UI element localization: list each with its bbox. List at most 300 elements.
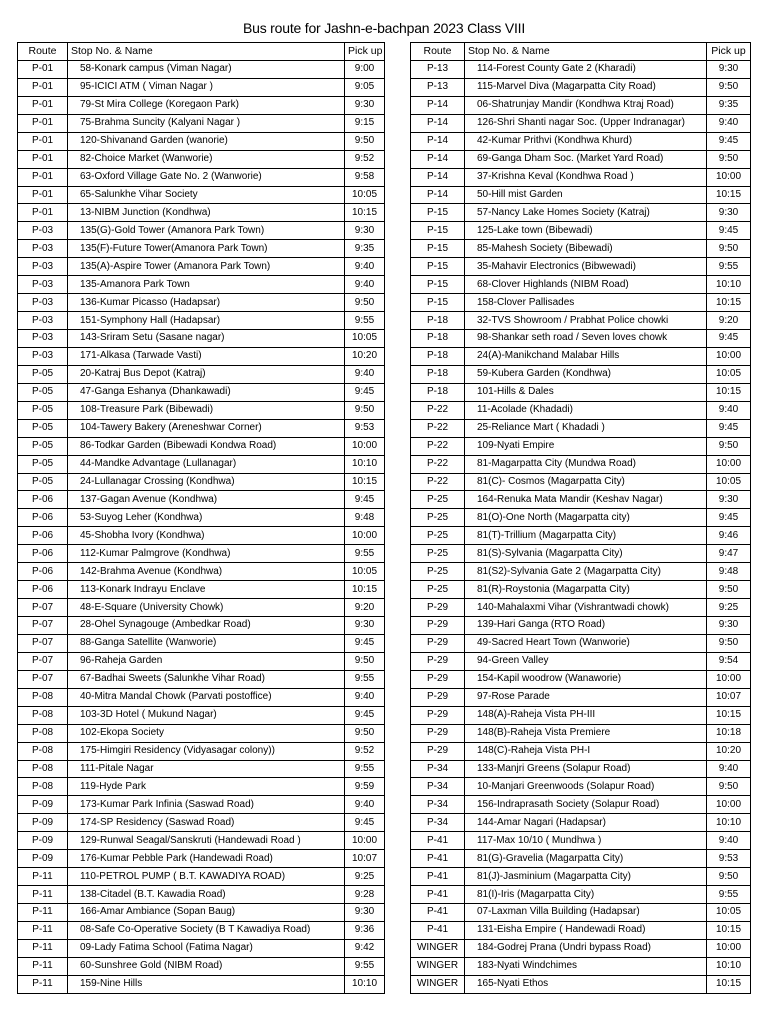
pickup-time-cell: 9:20 — [345, 599, 385, 617]
route-cell: P-11 — [18, 904, 68, 922]
route-cell: P-03 — [18, 330, 68, 348]
route-cell: P-25 — [411, 527, 465, 545]
stop-name-cell: 112-Kumar Palmgrove (Kondhwa) — [68, 545, 345, 563]
table-header-row — [18, 43, 385, 61]
pickup-time-cell: 9:50 — [707, 634, 751, 652]
pickup-time-cell: 10:07 — [707, 688, 751, 706]
stop-name-cell: 104-Tawery Bakery (Areneshwar Corner) — [68, 419, 345, 437]
table-row — [18, 168, 385, 186]
pickup-time-cell: 9:50 — [707, 868, 751, 886]
pickup-time-cell: 9:25 — [345, 868, 385, 886]
route-cell: P-01 — [18, 132, 68, 150]
table-row — [18, 509, 385, 527]
route-cell: P-11 — [18, 868, 68, 886]
stop-name-cell: 108-Treasure Park (Bibewadi) — [68, 401, 345, 419]
route-cell: WINGER — [411, 939, 465, 957]
pickup-time-cell: 9:52 — [345, 742, 385, 760]
pickup-time-cell: 9:48 — [707, 563, 751, 581]
route-cell: P-11 — [18, 939, 68, 957]
table-row — [411, 796, 751, 814]
stop-name-cell: 81(S)-Sylvania (Magarpatta City) — [465, 545, 707, 563]
table-row — [18, 706, 385, 724]
table-row — [411, 599, 751, 617]
stop-name-cell: 60-Sunshree Gold (NIBM Road) — [68, 957, 345, 975]
pickup-time-cell: 9:00 — [345, 60, 385, 78]
pickup-time-cell: 10:18 — [707, 724, 751, 742]
route-cell: P-09 — [18, 850, 68, 868]
pickup-time-cell: 9:40 — [345, 365, 385, 383]
pickup-time-cell: 9:30 — [707, 491, 751, 509]
route-cell: P-29 — [411, 724, 465, 742]
table-row — [411, 868, 751, 886]
stop-name-cell: 24(A)-Manikchand Malabar Hills — [465, 347, 707, 365]
stop-name-cell: 135(G)-Gold Tower (Amanora Park Town) — [68, 222, 345, 240]
pickup-time-cell: 10:15 — [707, 383, 751, 401]
pickup-time-cell: 9:20 — [707, 312, 751, 330]
pickup-time-cell: 9:40 — [707, 114, 751, 132]
pickup-time-cell: 9:55 — [345, 545, 385, 563]
route-cell: P-06 — [18, 509, 68, 527]
table-row — [411, 347, 751, 365]
pickup-time-cell: 9:55 — [707, 886, 751, 904]
pickup-time-cell: 9:30 — [345, 904, 385, 922]
route-cell: P-18 — [411, 383, 465, 401]
table-row — [18, 186, 385, 204]
stop-name-cell: 119-Hyde Park — [68, 778, 345, 796]
pickup-time-cell: 9:30 — [707, 60, 751, 78]
table-row — [411, 670, 751, 688]
pickup-time-cell: 9:58 — [345, 168, 385, 186]
route-cell: P-09 — [18, 832, 68, 850]
stop-name-cell: 86-Todkar Garden (Bibewadi Kondwa Road) — [68, 437, 345, 455]
route-cell: P-29 — [411, 599, 465, 617]
pickup-time-cell: 9:40 — [707, 832, 751, 850]
column-header-pickup: Pick up — [345, 43, 385, 61]
route-cell: P-08 — [18, 706, 68, 724]
route-cell: P-05 — [18, 365, 68, 383]
pickup-time-cell: 10:05 — [345, 186, 385, 204]
column-header-pickup: Pick up — [707, 43, 751, 61]
route-cell: P-25 — [411, 491, 465, 509]
route-cell: P-01 — [18, 168, 68, 186]
pickup-time-cell: 9:47 — [707, 545, 751, 563]
table-row — [18, 132, 385, 150]
route-cell: P-08 — [18, 742, 68, 760]
stop-name-cell: 133-Manjri Greens (Solapur Road) — [465, 760, 707, 778]
route-cell: P-03 — [18, 222, 68, 240]
table-row — [18, 760, 385, 778]
route-cell: P-11 — [18, 921, 68, 939]
route-cell: P-01 — [18, 150, 68, 168]
stop-name-cell: 11-Acolade (Khadadi) — [465, 401, 707, 419]
pickup-time-cell: 10:07 — [345, 850, 385, 868]
route-cell: P-03 — [18, 312, 68, 330]
table-row — [411, 778, 751, 796]
table-row — [411, 617, 751, 635]
pickup-time-cell: 10:15 — [707, 706, 751, 724]
route-cell: P-22 — [411, 473, 465, 491]
pickup-time-cell: 9:45 — [707, 330, 751, 348]
table-row — [18, 347, 385, 365]
column-header-route: Route — [18, 43, 68, 61]
stop-name-cell: 164-Renuka Mata Mandir (Keshav Nagar) — [465, 491, 707, 509]
stop-name-cell: 138-Citadel (B.T. Kawadia Road) — [68, 886, 345, 904]
pickup-time-cell: 9:15 — [345, 114, 385, 132]
pickup-time-cell: 10:20 — [707, 742, 751, 760]
stop-name-cell: 113-Konark Indrayu Enclave — [68, 581, 345, 599]
stop-name-cell: 81(J)-Jasminium (Magarpatta City) — [465, 868, 707, 886]
route-cell: P-15 — [411, 276, 465, 294]
route-cell: P-05 — [18, 473, 68, 491]
stop-name-cell: 131-Eisha Empire ( Handewadi Road) — [465, 921, 707, 939]
table-row — [18, 724, 385, 742]
route-cell: P-01 — [18, 204, 68, 222]
table-row — [18, 904, 385, 922]
table-row — [411, 222, 751, 240]
pickup-time-cell: 9:50 — [345, 401, 385, 419]
pickup-time-cell: 9:30 — [707, 204, 751, 222]
route-cell: P-08 — [18, 688, 68, 706]
table-row — [18, 868, 385, 886]
table-row — [18, 401, 385, 419]
stop-name-cell: 68-Clover Highlands (NIBM Road) — [465, 276, 707, 294]
table-row — [18, 688, 385, 706]
table-row — [18, 437, 385, 455]
route-cell: P-14 — [411, 186, 465, 204]
pickup-time-cell: 10:00 — [707, 168, 751, 186]
stop-name-cell: 25-Reliance Mart ( Khadadi ) — [465, 419, 707, 437]
pickup-time-cell: 9:40 — [345, 276, 385, 294]
stop-name-cell: 166-Amar Ambiance (Sopan Baug) — [68, 904, 345, 922]
stop-name-cell: 103-3D Hotel ( Mukund Nagar) — [68, 706, 345, 724]
route-cell: P-14 — [411, 168, 465, 186]
route-cell: P-25 — [411, 509, 465, 527]
table-row — [18, 455, 385, 473]
route-cell: P-01 — [18, 96, 68, 114]
pickup-time-cell: 9:28 — [345, 886, 385, 904]
stop-name-cell: 111-Pitale Nagar — [68, 760, 345, 778]
pickup-time-cell: 9:36 — [345, 921, 385, 939]
stop-name-cell: 06-Shatrunjay Mandir (Kondhwa Ktraj Road) — [465, 96, 707, 114]
route-cell: P-22 — [411, 437, 465, 455]
column-header-stop: Stop No. & Name — [68, 43, 345, 61]
pickup-time-cell: 9:40 — [345, 688, 385, 706]
table-row — [411, 832, 751, 850]
table-row — [18, 850, 385, 868]
table-row — [18, 527, 385, 545]
route-cell: P-01 — [18, 186, 68, 204]
route-cell: P-06 — [18, 527, 68, 545]
stop-name-cell: 135(A)-Aspire Tower (Amanora Park Town) — [68, 258, 345, 276]
table-row — [18, 60, 385, 78]
stop-name-cell: 173-Kumar Park Infinia (Saswad Road) — [68, 796, 345, 814]
pickup-time-cell: 9:50 — [345, 132, 385, 150]
route-cell: P-34 — [411, 814, 465, 832]
stop-name-cell: 81(R)-Roystonia (Magarpatta City) — [465, 581, 707, 599]
route-cell: P-34 — [411, 760, 465, 778]
stop-name-cell: 35-Mahavir Electronics (Bibwewadi) — [465, 258, 707, 276]
route-cell: P-18 — [411, 365, 465, 383]
route-cell: P-41 — [411, 868, 465, 886]
stop-name-cell: 139-Hari Ganga (RTO Road) — [465, 617, 707, 635]
route-cell: WINGER — [411, 975, 465, 993]
pickup-time-cell: 9:45 — [345, 706, 385, 724]
pickup-time-cell: 10:05 — [707, 473, 751, 491]
stop-name-cell: 07-Laxman Villa Building (Hadapsar) — [465, 904, 707, 922]
pickup-time-cell: 10:00 — [345, 437, 385, 455]
pickup-time-cell: 10:15 — [707, 294, 751, 312]
table-row — [18, 150, 385, 168]
table-row — [18, 634, 385, 652]
table-row — [18, 957, 385, 975]
stop-name-cell: 09-Lady Fatima School (Fatima Nagar) — [68, 939, 345, 957]
stop-name-cell: 158-Clover Pallisades — [465, 294, 707, 312]
stop-name-cell: 176-Kumar Pebble Park (Handewadi Road) — [68, 850, 345, 868]
table-row — [411, 240, 751, 258]
pickup-time-cell: 10:15 — [345, 204, 385, 222]
table-row — [18, 204, 385, 222]
route-cell: P-22 — [411, 401, 465, 419]
pickup-time-cell: 9:50 — [707, 581, 751, 599]
pickup-time-cell: 9:48 — [345, 509, 385, 527]
table-row — [18, 670, 385, 688]
pickup-time-cell: 10:00 — [707, 670, 751, 688]
route-cell: P-15 — [411, 258, 465, 276]
pickup-time-cell: 10:00 — [345, 527, 385, 545]
pickup-time-cell: 10:10 — [345, 975, 385, 993]
route-cell: P-07 — [18, 617, 68, 635]
route-cell: P-25 — [411, 563, 465, 581]
pickup-time-cell: 10:10 — [707, 276, 751, 294]
stop-name-cell: 184-Godrej Prana (Undri bypass Road) — [465, 939, 707, 957]
stop-name-cell: 135-Amanora Park Town — [68, 276, 345, 294]
pickup-time-cell: 9:53 — [707, 850, 751, 868]
table-row — [411, 276, 751, 294]
route-cell: P-29 — [411, 617, 465, 635]
table-row — [411, 545, 751, 563]
table-row — [411, 455, 751, 473]
table-row — [411, 975, 751, 993]
stop-name-cell: 94-Green Valley — [465, 652, 707, 670]
stop-name-cell: 32-TVS Showroom / Prabhat Police chowki — [465, 312, 707, 330]
table-row — [411, 957, 751, 975]
stop-name-cell: 110-PETROL PUMP ( B.T. KAWADIYA ROAD) — [68, 868, 345, 886]
stop-name-cell: 57-Nancy Lake Homes Society (Katraj) — [465, 204, 707, 222]
table-row — [411, 294, 751, 312]
pickup-time-cell: 9:55 — [345, 760, 385, 778]
table-row — [411, 724, 751, 742]
route-cell: P-05 — [18, 419, 68, 437]
pickup-time-cell: 10:10 — [707, 814, 751, 832]
table-row — [411, 312, 751, 330]
stop-name-cell: 102-Ekopa Society — [68, 724, 345, 742]
stop-name-cell: 45-Shobha Ivory (Kondhwa) — [68, 527, 345, 545]
stop-name-cell: 98-Shankar seth road / Seven loves chowk — [465, 330, 707, 348]
stop-name-cell: 114-Forest County Gate 2 (Kharadi) — [465, 60, 707, 78]
pickup-time-cell: 9:25 — [707, 599, 751, 617]
pickup-time-cell: 9:50 — [345, 652, 385, 670]
table-row — [18, 312, 385, 330]
route-cell: P-08 — [18, 760, 68, 778]
pickup-time-cell: 10:15 — [345, 581, 385, 599]
route-cell: P-05 — [18, 401, 68, 419]
route-cell: P-07 — [18, 652, 68, 670]
pickup-time-cell: 9:46 — [707, 527, 751, 545]
stop-name-cell: 148(B)-Raheja Vista Premiere — [465, 724, 707, 742]
route-cell: P-08 — [18, 778, 68, 796]
stop-name-cell: 88-Ganga Satellite (Wanworie) — [68, 634, 345, 652]
table-row — [18, 652, 385, 670]
route-cell: P-11 — [18, 975, 68, 993]
pickup-time-cell: 10:00 — [707, 796, 751, 814]
table-row — [18, 778, 385, 796]
pickup-time-cell: 10:15 — [345, 473, 385, 491]
pickup-time-cell: 9:50 — [707, 437, 751, 455]
pickup-time-cell: 10:00 — [707, 455, 751, 473]
stop-name-cell: 81-Magarpatta City (Mundwa Road) — [465, 455, 707, 473]
stop-name-cell: 136-Kumar Picasso (Hadapsar) — [68, 294, 345, 312]
table-row — [411, 634, 751, 652]
stop-name-cell: 85-Mahesh Society (Bibewadi) — [465, 240, 707, 258]
route-cell: P-29 — [411, 652, 465, 670]
route-cell: P-29 — [411, 688, 465, 706]
route-table-left — [17, 42, 385, 994]
stop-name-cell: 129-Runwal Seagal/Sanskruti (Handewadi Road ) — [68, 832, 345, 850]
pickup-time-cell: 10:00 — [345, 832, 385, 850]
stop-name-cell: 47-Ganga Eshanya (Dhankawadi) — [68, 383, 345, 401]
pickup-time-cell: 9:55 — [345, 670, 385, 688]
route-cell: P-13 — [411, 78, 465, 96]
table-row — [411, 258, 751, 276]
page-title: Bus route for Jashn-e-bachpan 2023 Class VIII — [242, 20, 526, 36]
route-cell: P-22 — [411, 419, 465, 437]
stop-name-cell: 143-Sriram Setu (Sasane nagar) — [68, 330, 345, 348]
route-cell: P-01 — [18, 114, 68, 132]
table-row — [411, 814, 751, 832]
table-row — [411, 132, 751, 150]
pickup-time-cell: 10:05 — [345, 563, 385, 581]
route-cell: P-11 — [18, 886, 68, 904]
stop-name-cell: 53-Suyog Leher (Kondhwa) — [68, 509, 345, 527]
route-cell: P-06 — [18, 491, 68, 509]
pickup-time-cell: 10:05 — [707, 904, 751, 922]
pickup-time-cell: 9:45 — [707, 509, 751, 527]
route-cell: P-25 — [411, 545, 465, 563]
route-cell: P-25 — [411, 581, 465, 599]
table-row — [18, 921, 385, 939]
stop-name-cell: 42-Kumar Prithvi (Kondhwa Khurd) — [465, 132, 707, 150]
pickup-time-cell: 9:45 — [707, 419, 751, 437]
pickup-time-cell: 9:50 — [707, 240, 751, 258]
table-row — [18, 78, 385, 96]
table-row — [411, 473, 751, 491]
stop-name-cell: 82-Choice Market (Wanworie) — [68, 150, 345, 168]
table-row — [411, 330, 751, 348]
table-row — [18, 742, 385, 760]
pickup-time-cell: 10:15 — [707, 975, 751, 993]
route-cell: P-14 — [411, 114, 465, 132]
stop-name-cell: 175-Himgiri Residency (Vidyasagar colony)) — [68, 742, 345, 760]
table-row — [411, 168, 751, 186]
stop-name-cell: 126-Shri Shanti nagar Soc. (Upper Indranagar) — [465, 114, 707, 132]
route-cell: P-03 — [18, 258, 68, 276]
table-row — [18, 330, 385, 348]
route-cell: P-15 — [411, 204, 465, 222]
route-cell: P-15 — [411, 294, 465, 312]
route-cell: P-06 — [18, 581, 68, 599]
table-row — [18, 581, 385, 599]
pickup-time-cell: 10:20 — [345, 347, 385, 365]
route-cell: P-09 — [18, 796, 68, 814]
route-cell: P-07 — [18, 670, 68, 688]
route-cell: P-18 — [411, 312, 465, 330]
table-row — [411, 581, 751, 599]
table-row — [411, 939, 751, 957]
table-row — [18, 383, 385, 401]
route-cell: P-14 — [411, 132, 465, 150]
stop-name-cell: 125-Lake town (Bibewadi) — [465, 222, 707, 240]
table-row — [411, 688, 751, 706]
stop-name-cell: 148(A)-Raheja Vista PH-III — [465, 706, 707, 724]
stop-name-cell: 120-Shivanand Garden (wanorie) — [68, 132, 345, 150]
pickup-time-cell: 9:53 — [345, 419, 385, 437]
stop-name-cell: 148(C)-Raheja Vista PH-I — [465, 742, 707, 760]
table-row — [18, 222, 385, 240]
table-row — [18, 886, 385, 904]
table-row — [18, 365, 385, 383]
pickup-time-cell: 10:05 — [345, 330, 385, 348]
stop-name-cell: 81(T)-Trillium (Magarpatta City) — [465, 527, 707, 545]
route-cell: P-29 — [411, 742, 465, 760]
route-cell: P-09 — [18, 814, 68, 832]
pickup-time-cell: 9:45 — [707, 132, 751, 150]
stop-name-cell: 96-Raheja Garden — [68, 652, 345, 670]
stop-name-cell: 115-Marvel Diva (Magarpatta City Road) — [465, 78, 707, 96]
stop-name-cell: 10-Manjari Greenwoods (Solapur Road) — [465, 778, 707, 796]
pickup-time-cell: 10:15 — [707, 186, 751, 204]
route-cell: P-18 — [411, 347, 465, 365]
stop-name-cell: 24-Lullanagar Crossing (Kondhwa) — [68, 473, 345, 491]
stop-name-cell: 183-Nyati Windchimes — [465, 957, 707, 975]
pickup-time-cell: 9:50 — [345, 294, 385, 312]
table-row — [411, 509, 751, 527]
route-cell: P-05 — [18, 455, 68, 473]
table-header-row — [411, 43, 751, 61]
route-cell: P-06 — [18, 563, 68, 581]
stop-name-cell: 135(F)-Future Tower(Amanora Park Town) — [68, 240, 345, 258]
table-row — [411, 742, 751, 760]
route-cell: P-03 — [18, 294, 68, 312]
stop-name-cell: 81(C)- Cosmos (Magarpatta City) — [465, 473, 707, 491]
table-row — [18, 975, 385, 993]
pickup-time-cell: 10:10 — [345, 455, 385, 473]
table-row — [18, 473, 385, 491]
stop-name-cell: 67-Badhai Sweets (Salunkhe Vihar Road) — [68, 670, 345, 688]
stop-name-cell: 171-Alkasa (Tarwade Vasti) — [68, 347, 345, 365]
stop-name-cell: 28-Ohel Synagouge (Ambedkar Road) — [68, 617, 345, 635]
pickup-time-cell: 9:50 — [707, 78, 751, 96]
route-cell: P-01 — [18, 60, 68, 78]
pickup-time-cell: 10:05 — [707, 365, 751, 383]
pickup-time-cell: 10:00 — [707, 939, 751, 957]
route-cell: P-41 — [411, 904, 465, 922]
pickup-time-cell: 10:00 — [707, 347, 751, 365]
pickup-time-cell: 9:45 — [345, 634, 385, 652]
table-row — [411, 96, 751, 114]
route-cell: P-07 — [18, 634, 68, 652]
stop-name-cell: 13-NIBM Junction (Kondhwa) — [68, 204, 345, 222]
route-cell: P-15 — [411, 222, 465, 240]
